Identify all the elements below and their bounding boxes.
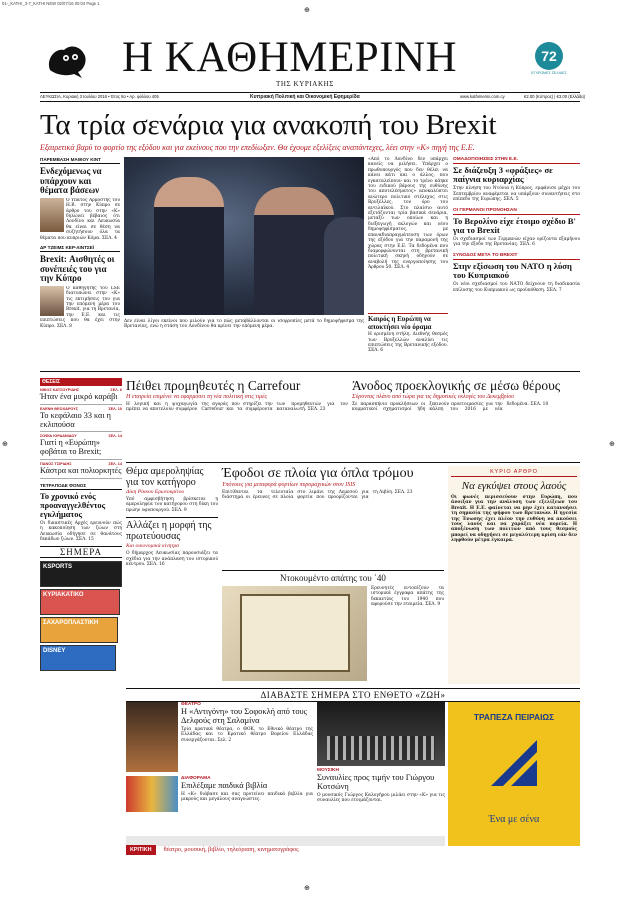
bank-logo-icon xyxy=(489,738,539,788)
lead-deck: Εξαιρετικά βαρύ το φορτίο της εξόδου και για εκείνους που την επεδίωξαν. Θα έχουμε εξελίξεις αναπάντεχες, λέει στην «Κ» πηγή της Ε.Ε. xyxy=(40,143,475,152)
masthead-rule-bottom xyxy=(40,101,580,102)
editorial-box xyxy=(448,466,580,684)
theme-page: ΣΕΛ. 14 xyxy=(108,434,122,439)
story-text: Η λογική και η ψυχαγωγία πρέπει να αποτελούν συμφέρον της αγοράς που στηρίζει την Carrefour και τα συμφέροντα των προμηθευτών για τον καταναλωτή. ΣΕΛ. 23 xyxy=(126,402,348,413)
theatre-photo xyxy=(126,702,178,772)
portrait-photo xyxy=(40,198,64,232)
insert-cover: ΣΑΧΑΡΟΠΛΑΣΤΙΚΗ xyxy=(40,617,118,643)
portrait-photo xyxy=(40,286,64,316)
lead-photo-caption xyxy=(124,318,364,330)
section-label: ΟΙ ΓΕΡΜΑΝΟΙ ΠΡΟΝΟΗΣΑΝ xyxy=(453,208,580,215)
story-text: Ο Υπατος Αρμοστής του Η.Β. στην Κύπρο σε άρθρο του στην «Κ» δηλώνει βέβαιος ότι Λονδίνο και Λευκωσία θα είναι σε θέση να συζητήσουν όλα τα θέματα που κυπριών Κόμα. ΣΕΛ. 4 xyxy=(40,197,120,241)
section-label: ΔΡ ΤΖΕΙΜΣ ΚΕΡ-ΛΙΝΤΣΕΪ xyxy=(40,245,120,252)
editorial-headline: Να εγκύψει στους λαούς xyxy=(461,480,567,492)
story-headline: Ενδεχόμενως να υπάρχουν και θέματα βάσεων xyxy=(40,166,102,196)
story-text: Ο μουσικός Γιώργος Καλογήρου μιλάει στην «Κ» για τις συναυλίες που ετοιμάζονται. xyxy=(317,793,445,804)
story-deck: Η εταιρεία επιμένει να εφαρμόσει τη νέα πολιτική στις τιμές xyxy=(126,394,267,400)
theme-item xyxy=(40,386,122,405)
website: www.kathimerini.com.cy xyxy=(460,94,505,99)
story-text: Τρία κρατικά θέατρα, ο ΘΟΚ, το Εθνικό θέατρο της Ελλάδας και το Κρατικό θέατρο Βορείου Ελλάδας συνεργάζονται. Σελ. 2 xyxy=(181,727,313,743)
lead-headline: Τα τρία σενάρια για ανακοπή του Brexit xyxy=(40,109,497,141)
section-label: ΠΑΡΕΜΒΑΣΗ ΜΑΘΙΟΥ ΚΙΝΤ xyxy=(40,157,120,164)
story-headline: Η «Αντιγόνη» του Σοφοκλή από τους Δελφούς στη Σαλαμίνα xyxy=(181,707,307,725)
story-headline: Το Βερολίνο είχε έτοιμο σχέδιο Β' για το Brexit xyxy=(453,215,576,235)
section-label: ΔΙΑΦΟΡΑΜΑ xyxy=(181,776,211,781)
story-headline: Πέιθει προμηθευτές η Carrefour xyxy=(126,378,301,393)
editorial-label: ΚΥΡΙΟ ΑΡΘΡΟ xyxy=(451,469,577,477)
theme-author: ΠΑΝΟΣ ΤΣΙΡΙΔΗΣ xyxy=(40,461,72,466)
theme-page: ΣΕΛ. 6 xyxy=(110,388,122,392)
section-divider xyxy=(40,371,580,372)
story-text: Οι νέοι σχεδιασμοί του ΝΑΤΟ δείχνουν τη διαδικασία επίλυσης του Κυπριακού ως προϋπόθεση. ΣΕΛ. 7 xyxy=(453,282,580,293)
story-headline: Επιλέξαμε παιδικά βιβλία xyxy=(181,781,268,790)
theme-title: Το κεφάλαιο 33 και η εκλιπούσα xyxy=(40,410,111,429)
theme-page: ΣΕΛ. 10 xyxy=(108,406,122,411)
story-headline: Στην εξίσωση του ΝΑΤΟ η λύση του Κυπριακού xyxy=(453,260,572,281)
insert-cover: DISNEY xyxy=(40,645,116,671)
dateline: ΛΕΥΚΩΣΙΑ, Κυριακή 3 Ιουλίου 2016 • Έτος 8ο • Αρ. φύλλου 405 xyxy=(40,94,159,99)
critique-text: θέατρο, μουσική, βιβλίο, τηλεόραση, κινηματογράφος xyxy=(163,846,299,853)
story-text: Οι σχεδιασμοί των Γερμανών είχαν ορίζοντα εξαμήνου για την έξοδο της Βρετανίας. ΣΕΛ. 6 xyxy=(453,237,580,248)
story-text: Επιτίθενται τα τελευταία διάστημα οι έρευνες σε πλοία στο λιμάνι της Λεμεσού για φορτία που προορίζονται για τη Λιβύη. ΣΕΛ. 23 xyxy=(222,490,413,501)
inserts-stack xyxy=(40,561,122,671)
theme-page: ΣΕΛ. 14 xyxy=(108,461,122,466)
story-text: Σε παρασκήνιο προκλήσεων οι κομματικοί σχηματισμοί ήδη ξεκινούν προετοιμασίες για την κάλπη του 2016 με νέα δεδομένα. ΣΕΛ. 10 xyxy=(352,402,549,413)
insert-cover: KSPORTS xyxy=(40,561,122,587)
music-story xyxy=(317,768,445,804)
section-label: ΣΥΝΟΔΟΣ ΜΕΤΑ ΤΟ BREXIT xyxy=(453,253,580,260)
story-deck: Σύροντας πλάνο από τώρα για τις δημοτικές εκλογές του Δεκεμβρίου xyxy=(352,394,514,400)
ships-story xyxy=(222,466,444,501)
carrefour-story xyxy=(126,378,348,413)
section-label: ΤΕΤΡΑΠΟΔΕ ΦΟΝΟΣ xyxy=(40,483,122,490)
concert-photo xyxy=(317,702,445,766)
ad-slogan: Ένα με σένα xyxy=(488,814,540,825)
story-text: Η «Κ» διάβασε και σας προτείνει παιδικά βιβλία για μικρούς και μεγάλους αναγνώστες. xyxy=(181,792,313,803)
story-deck: Υπόνοιες για μεταφορά φορτίων πυρομαχικών στον ISIS xyxy=(222,482,356,488)
price: €2.00 (Κύπρος) | €3.00 (Ελλάδα) xyxy=(524,94,586,99)
theme-author: ΝΙΚΟΣ ΚΑΤΣΟΥΡΙΔΗΣ xyxy=(40,388,80,392)
registration-mark: ⊕ xyxy=(2,441,8,448)
person-figure xyxy=(324,217,364,315)
themes-sidebar xyxy=(40,378,122,673)
registration-mark: ⊕ xyxy=(304,885,310,892)
registration-mark: ⊕ xyxy=(304,7,310,14)
lead-story-text: «Από το Λονδίνο δεν υπάρχει κανείς να μιλήσει. Υπάρχει ο πρωθυπουργός που δεν θέλει να κάνει κάτι και ο άλλος, που εγκαταλείπουν και το τρένο κάηκε του ειδικού βάρους της ευθύνης του αποτελέσματος» αποκαλύπτει ανώτερο πολιτικό στέλεχος στις Βρυξέλλες, τον όρο του αντιλαϊκού. Στο πλαίσιο αυτό εξετάζονται τρία βασικά σενάρια, μεταξύ των οποίων και η διεξαγωγή εκλογών και νέου δημοψηφίσματος, με επαναδιαπραγμάτευση των όρων της εξόδου για την παραμονή της χώρας στην Ε.Ε. Τα δεδομένα που διαμορφώνονται στη βρετανική πολιτική σκηνή οδηγούν σε αναβολή της ενεργοποίησης του Άρθρου 50. ΣΕΛ. 4 xyxy=(368,157,448,271)
section-label: ΟΜΑΔΟΠΟΙΗΣΕΙΣ ΣΤΗΝ Ε.Ε. xyxy=(453,157,580,164)
editorial-text: Οι φωνές περισσεύουν στην Ευρώπη, που άνοιξαν για την ανάλυση των εξελίξεων του Brexit. Η Ε.Ε. φαίνεται να μην έχει κατανοήσει τη σημασία της ψήφου των Βρετανών. Η ηγεσία της Ένωσης έχει πλέον την ευθύνη να ακούσει τους λαούς και να χαράξει νέα πορεία. Η αποξένωση των πολιτών από τους θεσμούς μπορεί να οδηγήσει σε μεγαλύτερη κρίση εάν δεν ληφθούν μέτρα έγκαιρα. xyxy=(451,495,577,544)
story-text: Ο δήμαρχος Λευκωσίας παρουσιάζει τα σχέδια για την ανάπλαση του ιστορικού κέντρου. ΣΕΛ. 16 xyxy=(126,551,218,568)
masthead-subtitle: ΤΗΣ ΚΥΡΙΑΚΗΣ xyxy=(276,80,334,88)
story-headline: Συναυλίες προς τιμήν του Γιώργου Κοτσώνη xyxy=(317,773,435,791)
story-headline: Αλλάζει η μορφή της πρωτεύουσας xyxy=(126,520,212,543)
story-byline: Και οικονομικά κίνητρα xyxy=(126,543,180,550)
themes-label: ΘΕΣΕΙΣ xyxy=(40,378,122,386)
right-column xyxy=(453,157,580,293)
theme-item xyxy=(40,432,122,460)
section-label: ΜΟΥΣΙΚΗ xyxy=(317,768,339,773)
story-headline: Άνοδος προεκλογικής σε μέσω θέρους xyxy=(352,378,561,393)
story-headline: Το χρονικό ενός προαναγγελθέντος εγκλήματος xyxy=(40,491,106,519)
bank-ad xyxy=(448,702,580,846)
theme-title: Κάστρα και πολιορκητές xyxy=(40,465,122,475)
story-text: Στην κίνηση του Ντόνια η Κύπρος, εμφάνισε μέχρι του Σεπτεμβρίου αναφέρεται να υπάρξουν συναντήσεις στο επίπεδο της Ευρώπης. ΣΕΛ. 5 xyxy=(453,186,580,203)
insert-cover: ΚΥΡΙΑΚΑΤΙΚΟ xyxy=(40,589,120,615)
badge-number: 72 xyxy=(541,48,557,64)
section-label: ΘΕΑΤΡΟ xyxy=(181,702,201,707)
books-photo xyxy=(126,776,178,812)
books-story xyxy=(181,776,313,803)
theatre-story xyxy=(181,702,313,743)
story-headline: Έφοδοι σε πλοία για όπλα τρόμου xyxy=(222,466,414,481)
story-headline: Brexit: Αισθητές οι συνέπειές του για την Κύπρο xyxy=(40,254,115,284)
stage-lights xyxy=(327,736,435,760)
person-figure xyxy=(154,177,224,315)
theme-title: Ήταν ένα μικρό καράβι xyxy=(40,392,118,401)
story-text: Ο καθηγητής του LSE διατυπώνει στην «Κ» τις εκτιμήσεις του για την επόμενη μέρα του Brexit, για τη Βρετανία, την Ε.Ε. και τις επιπτώσεις που θα έχει στην Κύπρο. ΣΕΛ. 8 xyxy=(40,285,120,329)
tagline: Κυπριακή Πολιτική και Οικονομική Εφημερίδα xyxy=(250,93,360,100)
theme-author: ΕΛΕΝΗ ΘΕΟΧΑΡΟΥΣ xyxy=(40,406,79,411)
badge-caption: ΕΓΧΡΩΜΕΣ ΣΕΛΙΔΕΣ xyxy=(531,71,567,75)
story-byline: Δίκη Ρίκκου Ερωτοκρίτου xyxy=(126,489,184,495)
sub-story-box xyxy=(368,313,448,354)
person-figure xyxy=(254,187,334,315)
critique-label: ΚΡΙΤΙΚΗ xyxy=(126,845,156,855)
story-headline: Θέμα αμεροληψίας για τον κατήγορο xyxy=(126,466,204,488)
theme-title: Γιατί η «Ευρώπη» φοβάται το Brexit; xyxy=(40,438,102,457)
vintage-headline: Ντοκουμέντο απάτης του ΄40 xyxy=(280,573,386,583)
zoi-banner: ΔΙΑΒΑΣΤΕ ΣΗΜΕΡΑ ΣΤΟ ΕΝΘΕΤΟ «ΖΩΗ» xyxy=(126,688,580,702)
election-story xyxy=(352,378,580,413)
themes-list xyxy=(40,386,122,479)
registration-mark: ⊕ xyxy=(609,441,615,448)
sub-story-headline: Καιρός η Ευρώπη να αποκτήσει νέο όραμα xyxy=(368,315,432,331)
vintage-document-photo xyxy=(222,586,367,681)
story-text: Υπό αμφισβήτηση βρίσκεται η αμεροληψία του κατήγορου στη δίκη του πρώην υφυπουργού. ΣΕΛ. 9 xyxy=(126,497,218,513)
masthead-title: Η ΚΑΘΗΜΕΡΙΝΗ xyxy=(122,34,458,81)
caption-text: Δεν είναι λίγοι εκείνοι που μιλούν για το πώς μεταβάλλονται οι ισορροπίες μετά το δημοψήφισμα της Βρετανίας, ενώ η στάση του Λονδίνου θα κρίνει την επόμενη μέρα. xyxy=(124,319,364,330)
vintage-text: Ερευνητές εντοπίζουν τα ιστορικά έγγραφα απάτης της δεκαετίας του 1940 που αφορούσε την εταιρεία. ΣΕΛ. 9 xyxy=(371,586,444,608)
impartiality-story xyxy=(126,466,218,567)
sub-story-text: Η ορισμένη στήλη. Διεθνής θεσμός των Βρυξελλών αναλύει τις επιπτώσεις της Βρετανικής εξόδου. ΣΕΛ. 6 xyxy=(368,332,448,354)
left-column xyxy=(40,157,120,329)
today-label: ΣΗΜΕΡΑ xyxy=(40,546,122,558)
section-divider xyxy=(126,462,580,463)
section-divider xyxy=(222,570,444,571)
theme-item xyxy=(40,405,122,433)
story-text: Οι δικαστικές Αρχές ερευνούν πώς η κακοποίηση των ζώων στη Λευκωσία οδήγησε σε θανάτους δεκάδων ζώων. ΣΕΛ. 15 xyxy=(40,520,122,542)
ad-brand: ΤΡΑΠΕΖΑ ΠΕΙΡΑΙΩΣ xyxy=(473,712,555,722)
certificate xyxy=(240,594,350,672)
story-headline: Σε διάζευξη 3 «φράξιες» σε παίγνια κυριαρχίας xyxy=(453,165,553,185)
theme-item xyxy=(40,460,122,479)
owl-logo-icon xyxy=(44,40,90,82)
critique-strip xyxy=(126,836,445,853)
anniversary-badge xyxy=(535,42,563,70)
theme-author: ΣΟΦΙΑ ΙΟΡΔΑΝΙΔΟΥ xyxy=(40,434,77,439)
print-slug: 01-_KATHI_3-7_KATHI NEW 02/07/16 00:04 Page 1 xyxy=(2,1,100,6)
lead-photo xyxy=(124,157,364,315)
